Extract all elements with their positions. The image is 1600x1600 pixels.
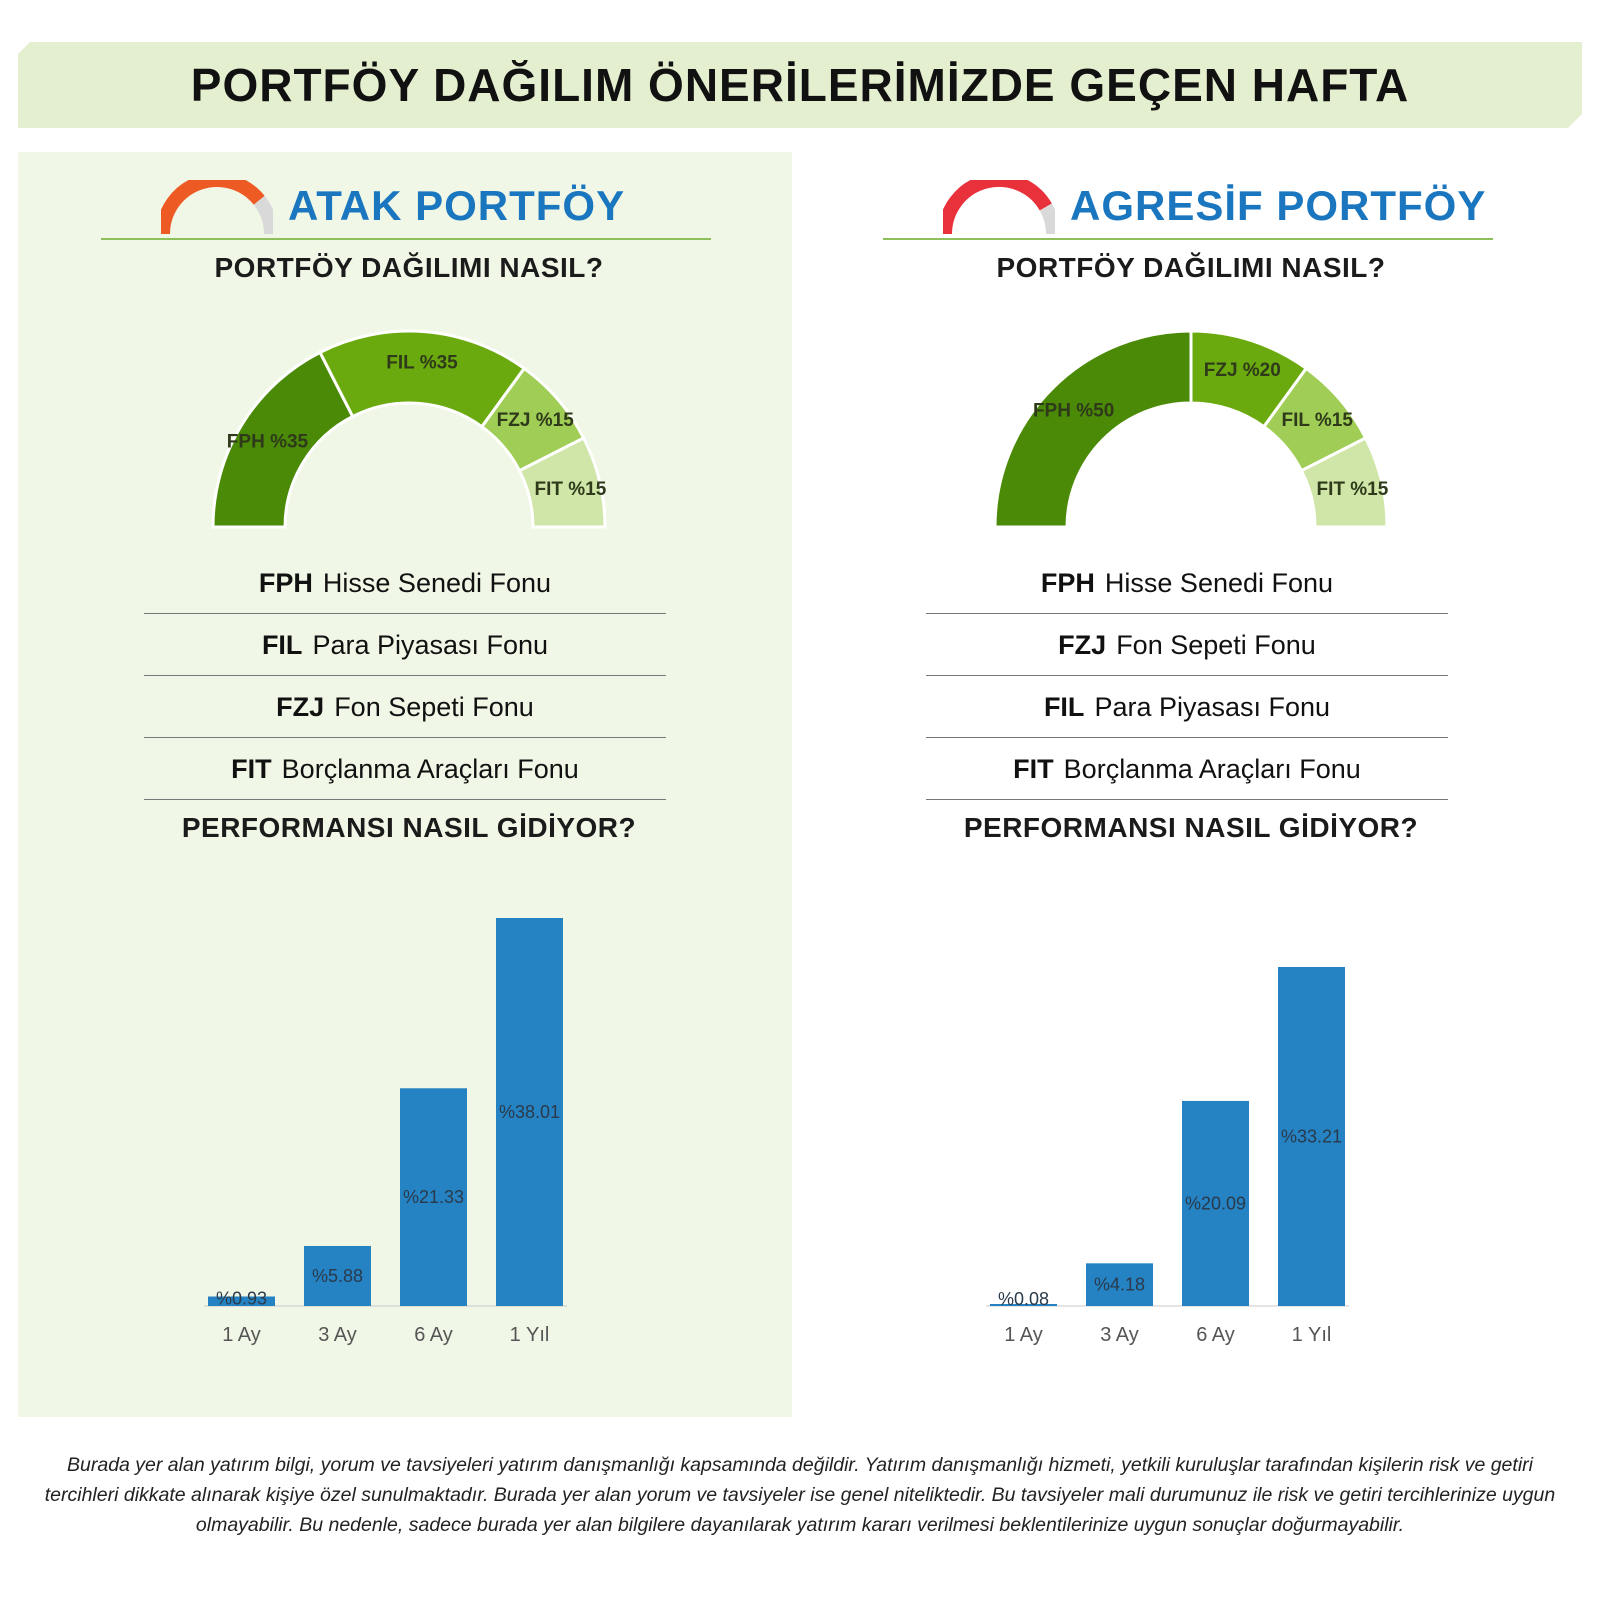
title-rule bbox=[883, 238, 1493, 240]
panel-title: ATAK PORTFÖY bbox=[288, 182, 626, 229]
donut-label: FPH %50 bbox=[1032, 400, 1115, 422]
donut-label: FZJ %15 bbox=[496, 410, 574, 432]
donut-segment-fph bbox=[995, 331, 1191, 527]
bar-data-label: %4.18 bbox=[1093, 1274, 1146, 1295]
fund-code: FIL bbox=[1043, 692, 1085, 722]
fund-name: Fon Sepeti Fonu bbox=[334, 692, 534, 722]
performance-question: PERFORMANSI NASIL GİDİYOR? bbox=[963, 812, 1419, 843]
gauge-icon-arc bbox=[945, 180, 1046, 234]
agresif-portfolio-panel bbox=[800, 152, 1582, 1417]
atak-portfolio-panel bbox=[18, 152, 800, 1417]
fund-row bbox=[926, 738, 1448, 800]
fund-name: Borçlanma Araçları Fonu bbox=[281, 754, 579, 784]
fund-row bbox=[144, 614, 666, 676]
bar-category-label: 1 Ay bbox=[1004, 1324, 1043, 1346]
gauge-icon bbox=[943, 180, 1055, 236]
bar-category-label: 1 Yıl bbox=[1291, 1324, 1332, 1346]
fund-name: Para Piyasası Fonu bbox=[312, 630, 549, 660]
performance-question: PERFORMANSI NASIL GİDİYOR? bbox=[181, 812, 637, 843]
fund-name: Hisse Senedi Fonu bbox=[1104, 568, 1334, 598]
fund-name: Fon Sepeti Fonu bbox=[1116, 630, 1316, 660]
distribution-question: PORTFÖY DAĞILIMI NASIL? bbox=[996, 252, 1386, 283]
fund-row bbox=[144, 552, 666, 614]
fund-row bbox=[926, 552, 1448, 614]
fund-row bbox=[926, 676, 1448, 738]
performance-bar-chart bbox=[178, 902, 638, 1362]
panel-title: AGRESİF PORTFÖY bbox=[1070, 182, 1487, 229]
gauge-icon-rest bbox=[1046, 207, 1053, 234]
distribution-question: PORTFÖY DAĞILIMI NASIL? bbox=[214, 252, 604, 283]
fund-list bbox=[926, 552, 1448, 800]
donut-label: FIT %15 bbox=[1316, 479, 1389, 501]
donut-label: FPH %35 bbox=[226, 431, 309, 453]
bar-data-label: %0.93 bbox=[215, 1288, 268, 1309]
gauge-icon bbox=[161, 180, 273, 236]
donut-label: FIT %15 bbox=[534, 479, 607, 501]
fund-code: FZJ bbox=[276, 692, 325, 722]
fund-name: Borçlanma Araçları Fonu bbox=[1063, 754, 1361, 784]
fund-code: FZJ bbox=[1058, 630, 1107, 660]
bar-data-label: %20.09 bbox=[1184, 1193, 1247, 1214]
donut-label: FIL %15 bbox=[1281, 410, 1353, 432]
fund-code: FIT bbox=[1013, 754, 1054, 784]
gauge-icon-arc bbox=[163, 180, 259, 234]
donut-label: FZJ %20 bbox=[1203, 360, 1281, 382]
fund-row bbox=[144, 676, 666, 738]
bar-category-label: 3 Ay bbox=[318, 1324, 357, 1346]
bar-data-label: %33.21 bbox=[1280, 1126, 1343, 1147]
fund-list bbox=[144, 552, 666, 800]
allocation-half-donut bbox=[159, 327, 659, 532]
fund-row bbox=[926, 614, 1448, 676]
bar-category-label: 6 Ay bbox=[414, 1324, 453, 1346]
legal-disclaimer: Burada yer alan yatırım bilgi, yorum ve tavsiyeleri yatırım danışmanlığı kapsamında değildir. Yatırım danışmanlığı hizmeti, yetkili kuruluşlar tarafından kişilerin risk ve getiri tercihleri dikkate alınarak kişiye özel sunulmaktadır. Burada yer alan yorum ve tavsiyeler ise genel niteliktedir. Bu tavsiyeler mali durumunuz ile risk ve getiri tercihlerinize uygun olmayabilir. Bu nedenle, sadece burada yer alan bilgilere dayanılarak yatırım kararı verilmesi beklentilerinize uygun sonuçlar doğurmayabilir. bbox=[44, 1454, 1556, 1536]
bar-category-label: 6 Ay bbox=[1196, 1324, 1235, 1346]
bar-data-label: %21.33 bbox=[402, 1187, 465, 1208]
fund-row bbox=[144, 738, 666, 800]
fund-code: FPH bbox=[1040, 568, 1095, 598]
donut-label: FIL %35 bbox=[386, 352, 458, 374]
page-title: PORTFÖY DAĞILIM ÖNERİLERİMİZDE GEÇEN HAFTA bbox=[190, 59, 1410, 111]
fund-code: FIT bbox=[231, 754, 272, 784]
bar-category-label: 1 Yıl bbox=[509, 1324, 550, 1346]
allocation-half-donut bbox=[941, 327, 1441, 532]
fund-code: FIL bbox=[261, 630, 303, 660]
bar-data-label: %38.01 bbox=[498, 1102, 561, 1122]
bar-data-label: %5.88 bbox=[311, 1265, 364, 1286]
title-rule bbox=[101, 238, 711, 240]
fund-name: Para Piyasası Fonu bbox=[1094, 692, 1331, 722]
bar-category-label: 3 Ay bbox=[1100, 1324, 1139, 1346]
performance-bar-chart bbox=[960, 902, 1420, 1362]
bar-category-label: 1 Ay bbox=[222, 1324, 261, 1346]
fund-name: Hisse Senedi Fonu bbox=[322, 568, 552, 598]
fund-code: FPH bbox=[258, 568, 313, 598]
gauge-icon-rest bbox=[259, 200, 271, 234]
bar-data-label: %0.08 bbox=[997, 1289, 1050, 1309]
